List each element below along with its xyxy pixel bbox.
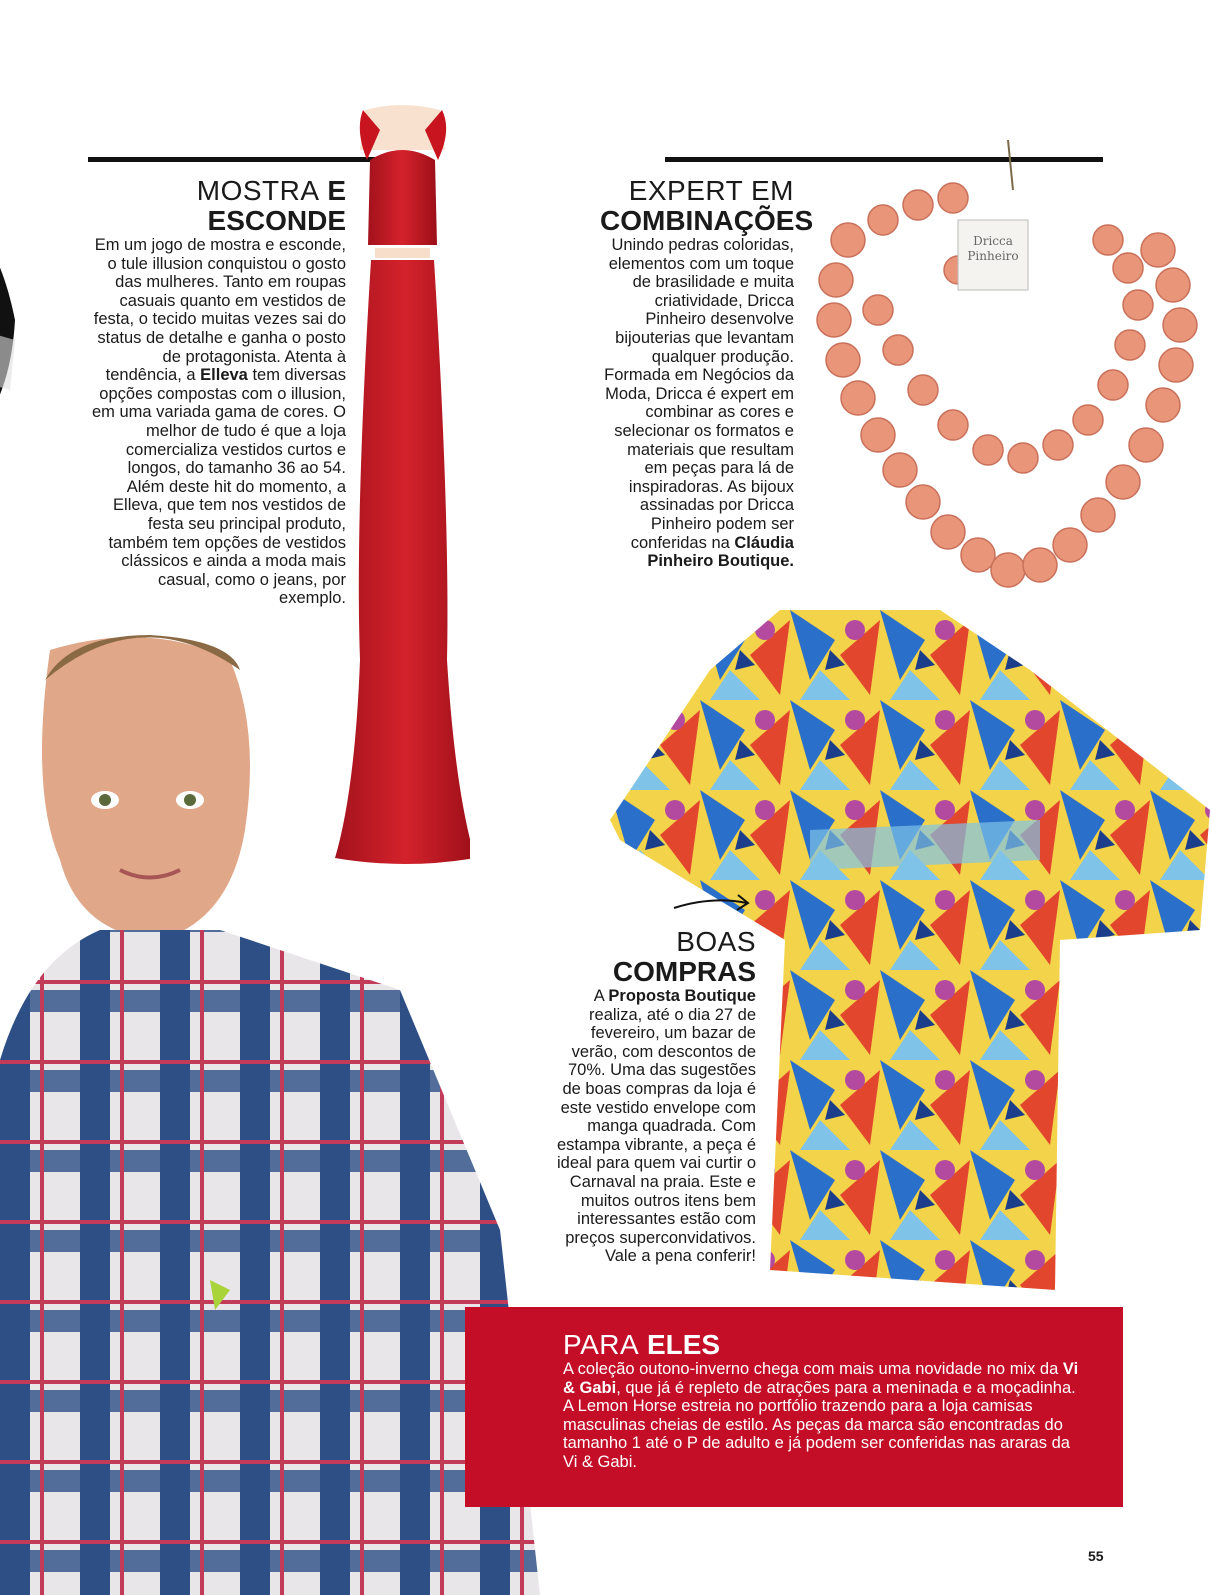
mostra-section — [88, 176, 346, 608]
boas-heading — [552, 927, 756, 987]
boy-in-plaid-shirt-photo — [0, 630, 540, 1595]
expert-body — [600, 236, 794, 571]
expert-section — [600, 175, 814, 571]
mostra-body-before: Em um jogo de mostra e esconde, o tule illusion conquistou o gosto das mulheres. Tanto em roupas casuais quanto em vestidos de festa, o tecido muitas vezes sai do status de detalhe e ganha o posto de protagonista. Atenta à tendência, a — [93, 236, 346, 385]
mostra-title-light: MOSTRA — [196, 175, 320, 206]
expert-brand: Cláudia Pinheiro Boutique. — [647, 533, 794, 571]
expert-title-bold: COMBINAÇÕES — [600, 205, 814, 236]
para-eles-body-after: , que já é repleto de atrações para a meninada e a moçadinha. A Lemon Horse estreia no portfólio trazendo para a loja camisas masculinas cheias de estilo. As peças da marca são encontradas do tamanho 1 até o P de adulto e já podem ser conferidas nas araras da Vi & Gabi. — [563, 1378, 1076, 1471]
boas-title-light: BOAS — [676, 926, 756, 957]
boas-title-bold: COMPRAS — [612, 956, 756, 987]
boas-body — [552, 987, 756, 1266]
helmet-photo — [0, 180, 40, 460]
mostra-brand: Elleva — [200, 366, 248, 385]
necklace-tag-line2: Pinheiro — [967, 249, 1019, 263]
boas-body-before: A — [593, 987, 609, 1005]
coral-necklace-photo — [808, 140, 1208, 600]
mostra-title-bold: E ESCONDE — [207, 175, 346, 236]
para-eles-body — [563, 1360, 1083, 1472]
boas-body-after: realiza, até o dia 27 de fevereiro, um bazar de verão, com descontos de 70%. Uma das sugestões de boas compras da loja é este vestido envelope com manga quadrada. Com estampa vibrante, a peça é ideal para quem vai curtir o Carnaval na praia. Este e muitos outros itens bem interessantes estão com preços superconvidativos. Vale a pena conferir! — [556, 1005, 756, 1266]
necklace-tag-line1: Dricca — [973, 234, 1013, 248]
page-number: 55 — [1088, 1548, 1104, 1564]
para-eles-title-light: PARA — [563, 1329, 640, 1360]
arrow-icon — [672, 888, 752, 918]
boas-section — [552, 927, 756, 1266]
para-eles-section — [563, 1330, 1083, 1472]
mostra-body-after: tem diversas opções compostas com o illusion, em uma variada gama de cores. O melhor de tudo é que a loja comercializa vestidos curtos e longos, do tamanho 36 ao 54. Além deste hit do momento, a Elleva, que tem nos vestidos de festa seu principal produto, também tem opções de vestidos clássicos e ainda a moda mais casual, como o jeans, por exemplo. — [91, 366, 346, 608]
expert-heading — [600, 175, 814, 236]
mostra-heading — [88, 176, 346, 236]
expert-title-light: EXPERT EM — [628, 175, 794, 206]
para-eles-body-before: A coleção outono-inverno chega com mais uma novidade no mix da — [563, 1360, 1063, 1378]
para-eles-title-bold: ELES — [646, 1329, 721, 1360]
para-eles-heading — [563, 1330, 1083, 1360]
mostra-body — [88, 236, 346, 608]
expert-body-before: Unindo pedras coloridas, elementos com um toque de brasilidade e muita criatividade, Dricca Pinheiro desenvolve bijouterias que levantam qualquer produção. Formada em Negócios da Moda, Dricca é expert em combinar as cores e selecionar os formatos e materiais que resultam em peças para lá de inspiradoras. As bijoux assinadas por Dricca Pinheiro podem ser conferidas na — [604, 236, 794, 552]
boas-brand: Proposta Boutique — [608, 987, 756, 1005]
para-eles-brand: Vi & Gabi — [563, 1360, 1079, 1397]
